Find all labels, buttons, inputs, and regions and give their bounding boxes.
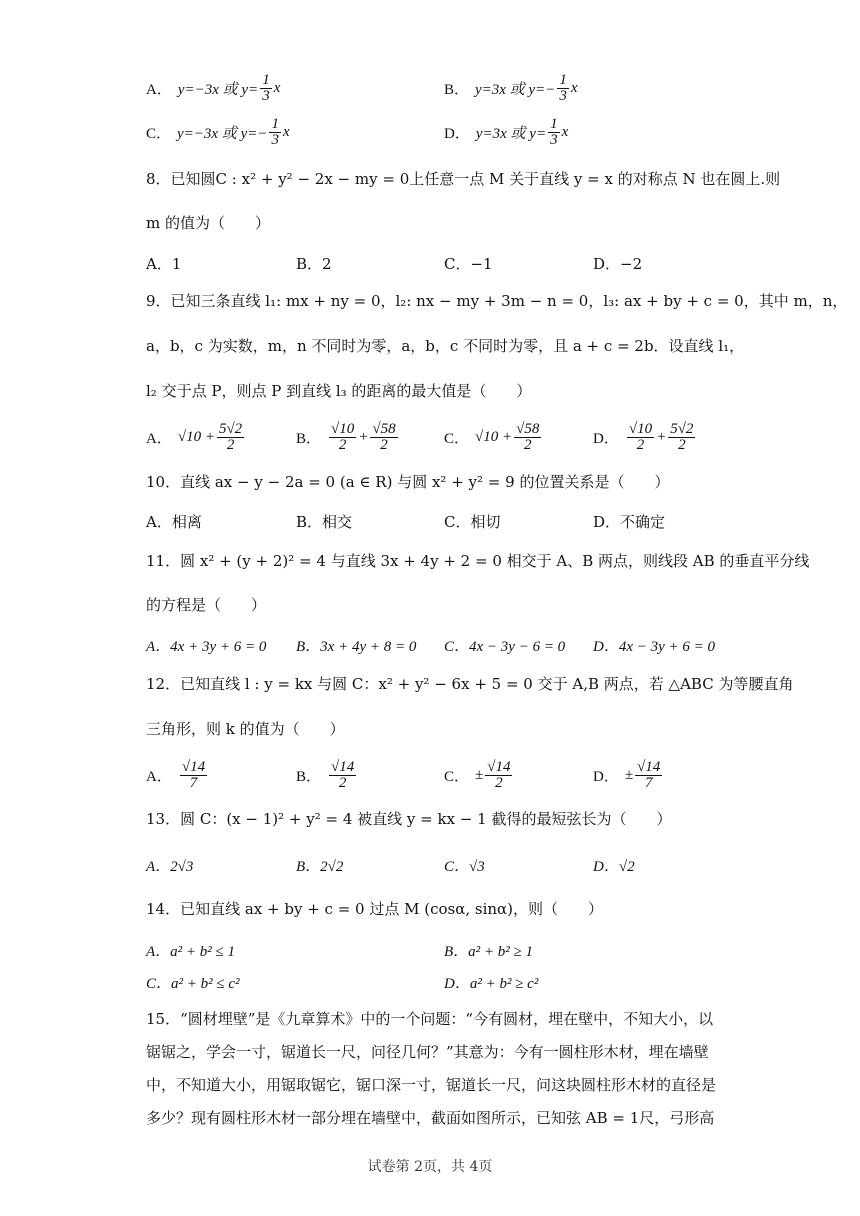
q7-option-a[interactable] [146, 73, 280, 103]
q14-stem-line1: 14．已知直线 ax + by + c = 0 过点 M (cosα, sinα)，则（ ） [146, 900, 604, 918]
option-label: A． [146, 768, 172, 785]
q13-stem-line1: 13．圆 C：(x − 1)² + y² = 4 被直线 y = kx − 1 截得的最短弦长为（ ） [146, 810, 672, 828]
q15-stem-line3: 中，不知道大小，用锯取锯它，锯口深一寸，锯道长一尺，问这块圆柱形木材的直径是 [146, 1076, 717, 1094]
q9-option-d[interactable] [593, 422, 697, 452]
q9-option-b[interactable] [296, 422, 400, 452]
fraction [627, 422, 654, 453]
numerator: 1 [559, 71, 567, 88]
numerator: √14 [637, 758, 661, 775]
denominator: 2 [636, 436, 645, 453]
q12-options [146, 760, 746, 790]
page-footer: 试卷第 2页，共 4页 [367, 1159, 493, 1175]
q8-stem-line1: 8．已知圆C : x² + y² − 2x − my = 0上任意一点 M 关于直线 y = x 的对称点 N 也在圆上.则 [146, 170, 781, 188]
option-label: C． [444, 768, 470, 785]
option-tail: x [570, 79, 578, 96]
fraction [557, 73, 569, 104]
q14-options-row1 [146, 935, 746, 965]
option-text: y=3x 或 y=− [475, 81, 556, 98]
q8-stem-line2: m 的值为（ ） [146, 214, 270, 232]
option-label: C． [444, 430, 470, 447]
q10-option-d[interactable]: D．不确定 [593, 512, 666, 531]
option-prefix: √10 + [475, 428, 513, 445]
q8-option-a[interactable]: A．1 [146, 254, 182, 273]
q10-option-b[interactable]: B．相交 [296, 512, 353, 531]
q9-option-c[interactable] [444, 422, 543, 452]
fraction [329, 422, 356, 453]
option-label: D． [593, 768, 619, 785]
numerator: √14 [331, 758, 355, 775]
fraction [485, 760, 512, 791]
fraction [635, 760, 662, 791]
q9-stem-line1: 9．已知三条直线 l₁: mx + ny = 0，l₂: nx − my + 3m − n = 0，l₃: ax + by + c = 0，其中 m，n， [146, 292, 848, 310]
q11-stem-line2: 的方程是（ ） [146, 596, 267, 614]
denominator: 3 [550, 131, 558, 148]
q15-stem-line2: 锯锯之，学会一寸，锯道长一尺，问径几何？”其意为：今有一圆柱形木材，埋在墙壁 [146, 1043, 709, 1061]
q9-stem-line2: a，b，c 为实数，m，n 不同时为零，a，b，c 不同时为零，且 a + c = 2b．设直线 l₁， [146, 337, 745, 355]
q7-option-c[interactable] [146, 117, 290, 147]
denominator: 2 [523, 436, 532, 453]
denominator: 2 [338, 774, 347, 791]
q10-option-c[interactable]: C．相切 [444, 512, 501, 531]
q11-options [146, 630, 746, 660]
q12-option-a[interactable] [146, 760, 209, 790]
denominator: 7 [189, 774, 198, 791]
q8-option-b[interactable]: B．2 [296, 254, 332, 273]
q7-option-b[interactable] [444, 73, 578, 103]
q12-option-b[interactable] [296, 760, 358, 790]
fraction [329, 760, 356, 791]
denominator: 2 [678, 436, 686, 453]
denominator: 2 [338, 436, 347, 453]
denominator: 3 [262, 87, 270, 104]
q11-option-d[interactable]: D．4x − 3y + 6 = 0 [593, 638, 716, 655]
denominator: 3 [271, 131, 279, 148]
denominator: 3 [559, 87, 567, 104]
numerator: 1 [271, 115, 279, 132]
q11-stem-line1: 11．圆 x² + (y + 2)² = 4 与直线 3x + 4y + 2 = 0 相交于 A、B 两点，则线段 AB 的垂直平分线 [146, 552, 810, 570]
q10-stem-line1: 10．直线 ax − y − 2a = 0 (a ∈ R) 与圆 x² + y² = 9 的位置关系是（ ） [146, 473, 670, 491]
option-label: C． [146, 125, 172, 142]
denominator: 2 [226, 436, 235, 453]
numerator: 5√2 [670, 420, 694, 437]
denominator: 7 [644, 774, 653, 791]
q13-option-a[interactable]: A．2√3 [146, 858, 194, 875]
option-tail: x [561, 123, 569, 140]
q9-stem-line3: l₂ 交于点 P，则点 P 到直线 l₃ 的距离的最大值是（ ） [146, 382, 532, 400]
option-prefix: √10 + [177, 428, 215, 445]
option-label: B． [296, 768, 322, 785]
fraction [514, 422, 541, 453]
numerator: √58 [516, 420, 540, 437]
q14-option-c[interactable]: C．a² + b² ≤ c² [146, 975, 240, 992]
option-label: A． [146, 81, 172, 98]
fraction [269, 117, 281, 148]
q7-options-row1 [146, 73, 746, 103]
q15-stem-line4: 多少？现有圆柱形木材一部分埋在墙壁中，截面如图所示，已知弦 AB = 1尺，弓形高 [146, 1109, 715, 1127]
option-label: B． [444, 81, 470, 98]
q9-option-a[interactable] [146, 422, 246, 452]
option-label: D． [593, 430, 619, 447]
q14-option-b[interactable]: B．a² + b² ≥ 1 [444, 943, 534, 960]
q15-stem-line1: 15．“圆材埋壁”是《九章算术》中的一个问题：“今有圆材，埋在壁中，不知大小，以 [146, 1010, 714, 1028]
q7-option-d[interactable] [444, 117, 568, 147]
q12-option-c[interactable] [444, 760, 514, 790]
q12-stem-line2: 三角形，则 k 的值为（ ） [146, 720, 345, 738]
numerator: 1 [550, 115, 558, 132]
option-text: y=3x 或 y= [475, 125, 547, 142]
denominator: 2 [380, 436, 388, 453]
plus-minus: ± [624, 766, 634, 783]
q11-option-a[interactable]: A．4x + 3y + 6 = 0 [146, 638, 267, 655]
q13-option-b[interactable]: B．2√2 [296, 858, 344, 875]
q11-option-c[interactable]: C．4x − 3y − 6 = 0 [444, 638, 566, 655]
q9-options [146, 422, 746, 452]
plus-minus: ± [475, 766, 484, 783]
numerator: √14 [181, 758, 206, 775]
q13-option-c[interactable]: C．√3 [444, 858, 485, 875]
option-label: A． [146, 430, 172, 447]
fraction [548, 117, 560, 148]
fraction [370, 422, 397, 453]
q14-option-a[interactable]: A．a² + b² ≤ 1 [146, 943, 236, 960]
option-tail: x [282, 123, 290, 140]
numerator: 5√2 [218, 420, 243, 437]
plus-sign: + [656, 428, 667, 445]
option-text: y=−3x 或 y=− [177, 125, 268, 142]
fraction [217, 422, 244, 453]
q8-options [146, 248, 746, 278]
q12-option-d[interactable] [593, 760, 664, 790]
q7-options-row2 [146, 117, 746, 147]
q8-option-c[interactable]: C．−1 [444, 254, 493, 273]
option-label: D． [444, 125, 470, 142]
q14-options-row2 [146, 967, 746, 997]
q10-option-a[interactable]: A．相离 [146, 512, 202, 531]
q10-options [146, 506, 746, 536]
q13-option-d[interactable]: D．√2 [593, 858, 635, 875]
numerator: 1 [262, 71, 270, 88]
q13-options [146, 850, 746, 880]
option-label: B． [296, 430, 322, 447]
denominator: 2 [495, 774, 503, 791]
numerator: √10 [331, 420, 355, 437]
numerator: √10 [628, 420, 653, 437]
option-tail: x [273, 79, 281, 96]
fraction [668, 422, 695, 453]
numerator: √14 [487, 758, 511, 775]
fraction [180, 760, 207, 791]
option-text: y=−3x 或 y= [177, 81, 259, 98]
numerator: √58 [372, 420, 396, 437]
q11-option-b[interactable]: B．3x + 4y + 8 = 0 [296, 638, 417, 655]
plus-sign: + [358, 428, 369, 445]
q14-option-d[interactable]: D．a² + b² ≥ c² [444, 975, 539, 992]
q8-option-d[interactable]: D．−2 [593, 254, 643, 273]
q12-stem-line1: 12．已知直线 l : y = kx 与圆 C：x² + y² − 6x + 5 = 0 交于 A,B 两点，若 △ABC 为等腰直角 [146, 675, 794, 693]
fraction [260, 73, 272, 104]
